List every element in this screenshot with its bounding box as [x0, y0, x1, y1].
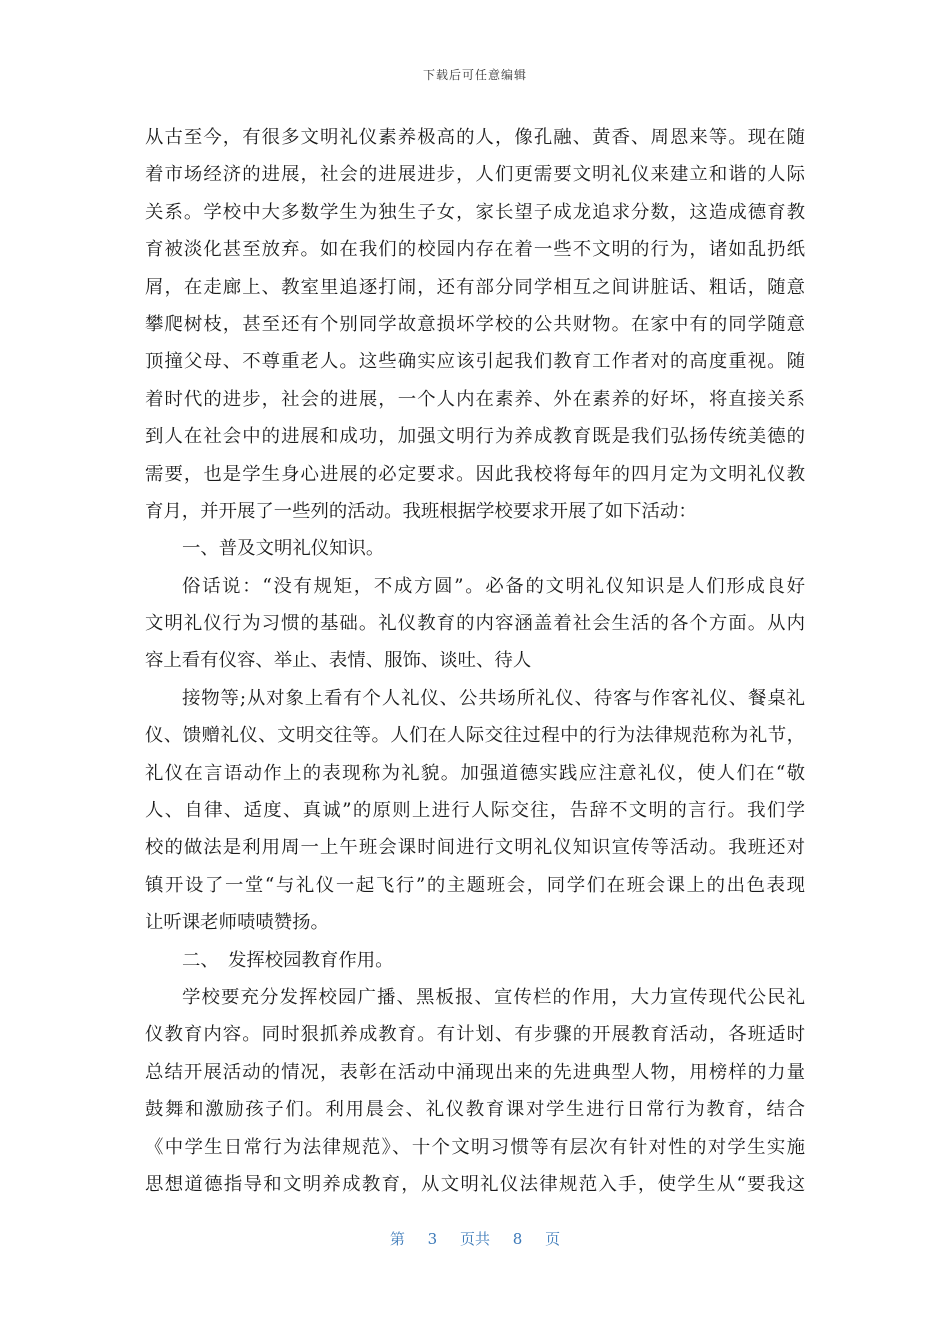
body-line: 人、自律、适度、真诚”的原则上进行人际交往，告辞不文明的言行。我们学: [145, 800, 805, 822]
body-line: 《中学生日常行为法律规范》、十个文明习惯等有层次有针对性的对学生实施: [145, 1136, 805, 1158]
body-line: 文明礼仪行为习惯的基础。礼仪教育的内容涵盖着社会生活的各个方面。从内: [145, 613, 805, 635]
section-heading: 二、 发挥校园教育作用。: [182, 949, 394, 971]
body-line: 攀爬树枝，甚至还有个别同学故意损坏学校的公共财物。在家中有的同学随意: [145, 313, 805, 335]
section-heading: 一、普及文明礼仪知识。: [182, 538, 385, 560]
body-line: 校的做法是利用周一上午班会课时间进行文明礼仪知识宣传等活动。我班还对: [145, 837, 805, 859]
body-line: 关系。学校中大多数学生为独生子女，家长望子成龙追求分数，这造成德育教: [145, 201, 805, 223]
body-line: 容上看有仪容、举止、表情、服饰、谈吐、待人: [145, 650, 532, 672]
body-line: 顶撞父母、不尊重老人。这些确实应该引起我们教育工作者对的高度重视。随: [145, 351, 805, 373]
body-line: 思想道德指导和文明养成教育，从文明礼仪法律规范入手，使学生从“要我这: [145, 1173, 805, 1195]
page-footer: [0, 1228, 950, 1249]
page-header-note: 下载后可任意编辑: [422, 68, 527, 82]
body-line: 仪教育内容。同时狠抓养成教育。有计划、有步骤的开展教育活动，各班适时: [145, 1024, 805, 1046]
body-line: 鼓舞和激励孩子们。利用晨会、礼仪教育课对学生进行日常行为教育，结合: [145, 1099, 805, 1121]
body-line: 育月，并开展了一些列的活动。我班根据学校要求开展了如下活动：: [145, 500, 697, 522]
footer-total-pages: 8: [512, 1230, 523, 1248]
body-line: 需要，也是学生身心进展的必定要求。因此我校将每年的四月定为文明礼仪教: [145, 463, 805, 485]
body-line: 接物等;从对象上看有个人礼仪、公共场所礼仪、待客与作客礼仪、餐桌礼: [182, 687, 805, 709]
body-line: 仪、馈赠礼仪、文明交往等。人们在人际交往过程中的行为法律规范称为礼节，: [145, 725, 805, 747]
footer-end-word: 页: [545, 1230, 561, 1248]
body-line: 着市场经济的进展，社会的进展进步，人们更需要文明礼仪来建立和谐的人际: [145, 164, 805, 186]
body-line: 屑，在走廊上、教室里追逐打闹，还有部分同学相互之间讲脏话、粗话，随意: [145, 276, 805, 298]
body-line: 总结开展活动的情况，表彰在活动中涌现出来的先进典型人物，用榜样的力量: [145, 1061, 805, 1083]
body-line: 从古至今，有很多文明礼仪素养极高的人，像孔融、黄香、周恩来等。现在随: [145, 127, 805, 148]
body-line: 礼仪在言语动作上的表现称为礼貌。加强道德实践应注意礼仪，使人们在“敬: [145, 762, 805, 784]
body-line: 学校要充分发挥校园广播、黑板报、宣传栏的作用，大力宣传现代公民礼: [182, 986, 805, 1008]
body-line: 育被淡化甚至放弃。如在我们的校园内存在着一些不文明的行为，诸如乱扔纸: [145, 239, 805, 261]
body-line: 镇开设了一堂“与礼仪一起飞行”的主题班会，同学们在班会课上的出色表现: [145, 874, 805, 896]
body-line: 到人在社会中的进展和成功，加强文明行为养成教育既是我们弘扬传统美德的: [145, 426, 805, 448]
footer-page-word: 第: [389, 1230, 405, 1248]
body-line: 让听课老师啧啧赞扬。: [145, 912, 329, 934]
footer-current-page: 3: [427, 1230, 438, 1248]
footer-page-total-word: 页共: [459, 1230, 490, 1248]
body-line: 着时代的进步，社会的进展，一个人内在素养、外在素养的好坏，将直接关系: [145, 388, 805, 410]
body-line: 俗话说：“没有规矩，不成方圆”。必备的文明礼仪知识是人们形成良好: [182, 575, 805, 597]
document-body: [145, 119, 805, 1203]
